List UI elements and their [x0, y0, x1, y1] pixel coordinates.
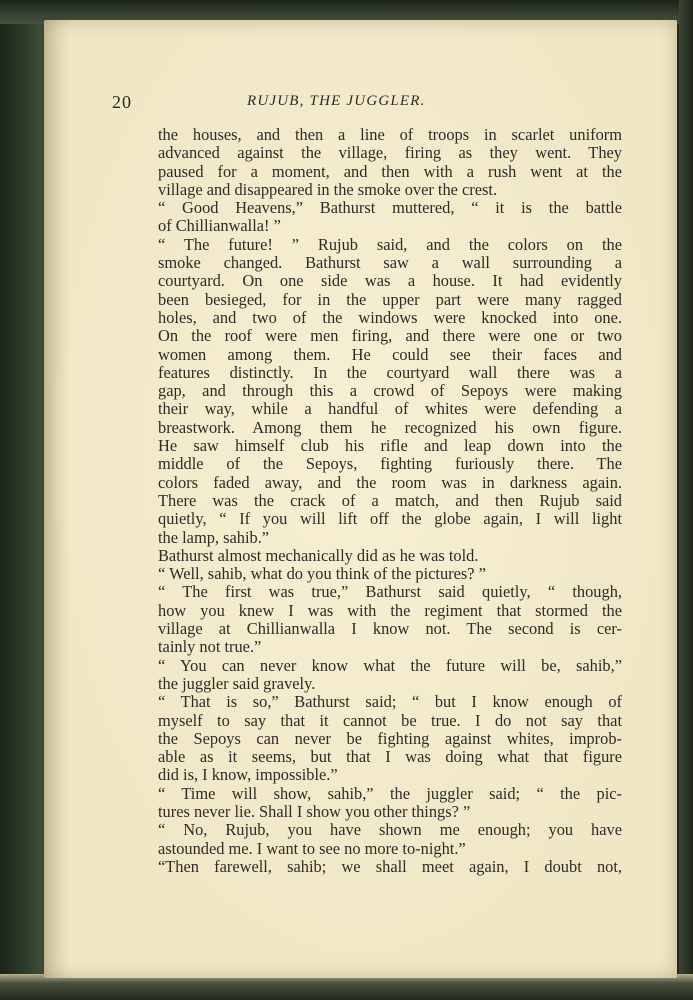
text-line: quietly, “ If you will lift off the globe again, I will light [158, 509, 622, 529]
text-line: the juggler said gravely. [158, 673, 316, 693]
text-line: gap, and through this a crowd of Sepoys were making [158, 381, 622, 401]
text-line: their way, while a handful of whites were defending a [158, 399, 622, 419]
text-line: On the roof were men firing, and there were one or two [158, 326, 622, 346]
text-line: tures never lie. Shall I show you other things? ” [158, 801, 471, 821]
text-line: “ Well, sahib, what do you think of the pictures? ” [158, 564, 486, 584]
text-line: how you knew I was with the regiment that stormed the [158, 600, 622, 620]
text-line: been besieged, for in the upper part were many ragged [158, 289, 622, 309]
text-line: able as it seems, but that I was doing what that figure [158, 747, 622, 767]
text-line: smoke changed. Bathurst saw a wall surrounding a [158, 253, 622, 273]
text-line: did is, I know, impossible.” [158, 765, 338, 785]
text-line: women among them. He could see their faces and [158, 344, 622, 364]
text-line: the lamp, sahib.” [158, 527, 270, 547]
text-line: Bathurst almost mechanically did as he was told. [158, 545, 479, 565]
text-line: the houses, and then a line of troops in scarlet uniform [158, 125, 622, 144]
text-line: breastwork. Among them he recognized his own figure. [158, 417, 622, 437]
text-line: tainly not true.” [158, 637, 262, 657]
text-line: village at Chillianwalla I know not. The second is cer- [158, 619, 622, 639]
text-line: “ The first was true,” Bathurst said quietly, “ though, [158, 582, 622, 602]
page-number: 20 [112, 92, 132, 112]
book-binding-right [679, 0, 693, 1000]
text-line: “Then farewell, sahib; we shall meet again, I doubt not, [158, 856, 622, 876]
text-line: He saw himself club his rifle and leap down into the [158, 436, 622, 456]
text-line: “ You can never know what the future will be, sahib,” [158, 655, 622, 675]
text-line: paused for a moment, and then with a rush went at the [158, 161, 622, 181]
text-line: colors faded away, and the room was in darkness again. [158, 472, 622, 492]
text-line: of Chillianwalla! ” [158, 216, 281, 236]
page-header [112, 92, 626, 116]
text-line: astounded me. I want to see no more to-night.” [158, 838, 466, 858]
running-head: RUJUB, THE JUGGLER. [247, 93, 426, 109]
text-line: features distinctly. In the courtyard wall there was a [158, 362, 622, 382]
text-line: “ Good Heavens,” Bathurst muttered, “ it is the battle [158, 198, 622, 218]
text-line: “ Time will show, sahib,” the juggler said; “ the pic- [158, 783, 622, 803]
text-line: myself to say that it cannot be true. I do not say that [158, 710, 622, 730]
body-text [158, 126, 622, 876]
text-line: “ No, Rujub, you have shown me enough; you have [158, 820, 622, 840]
text-line: advanced against the village, firing as they went. They [158, 143, 622, 163]
text-line: “ The future! ” Rujub said, and the colors on the [158, 234, 622, 254]
text-line: courtyard. On one side was a house. It had evidently [158, 271, 622, 291]
text-line: holes, and two of the windows were knocked into one. [158, 307, 622, 327]
text-line: There was the crack of a match, and then Rujub said [158, 490, 622, 510]
text-line: the Sepoys can never be fighting against whites, improb- [158, 728, 622, 748]
text-line: village and disappeared in the smoke over the crest. [158, 179, 498, 199]
text-line: “ That is so,” Bathurst said; “ but I know enough of [158, 692, 622, 712]
text-line: middle of the Sepoys, fighting furiously there. The [158, 454, 622, 474]
